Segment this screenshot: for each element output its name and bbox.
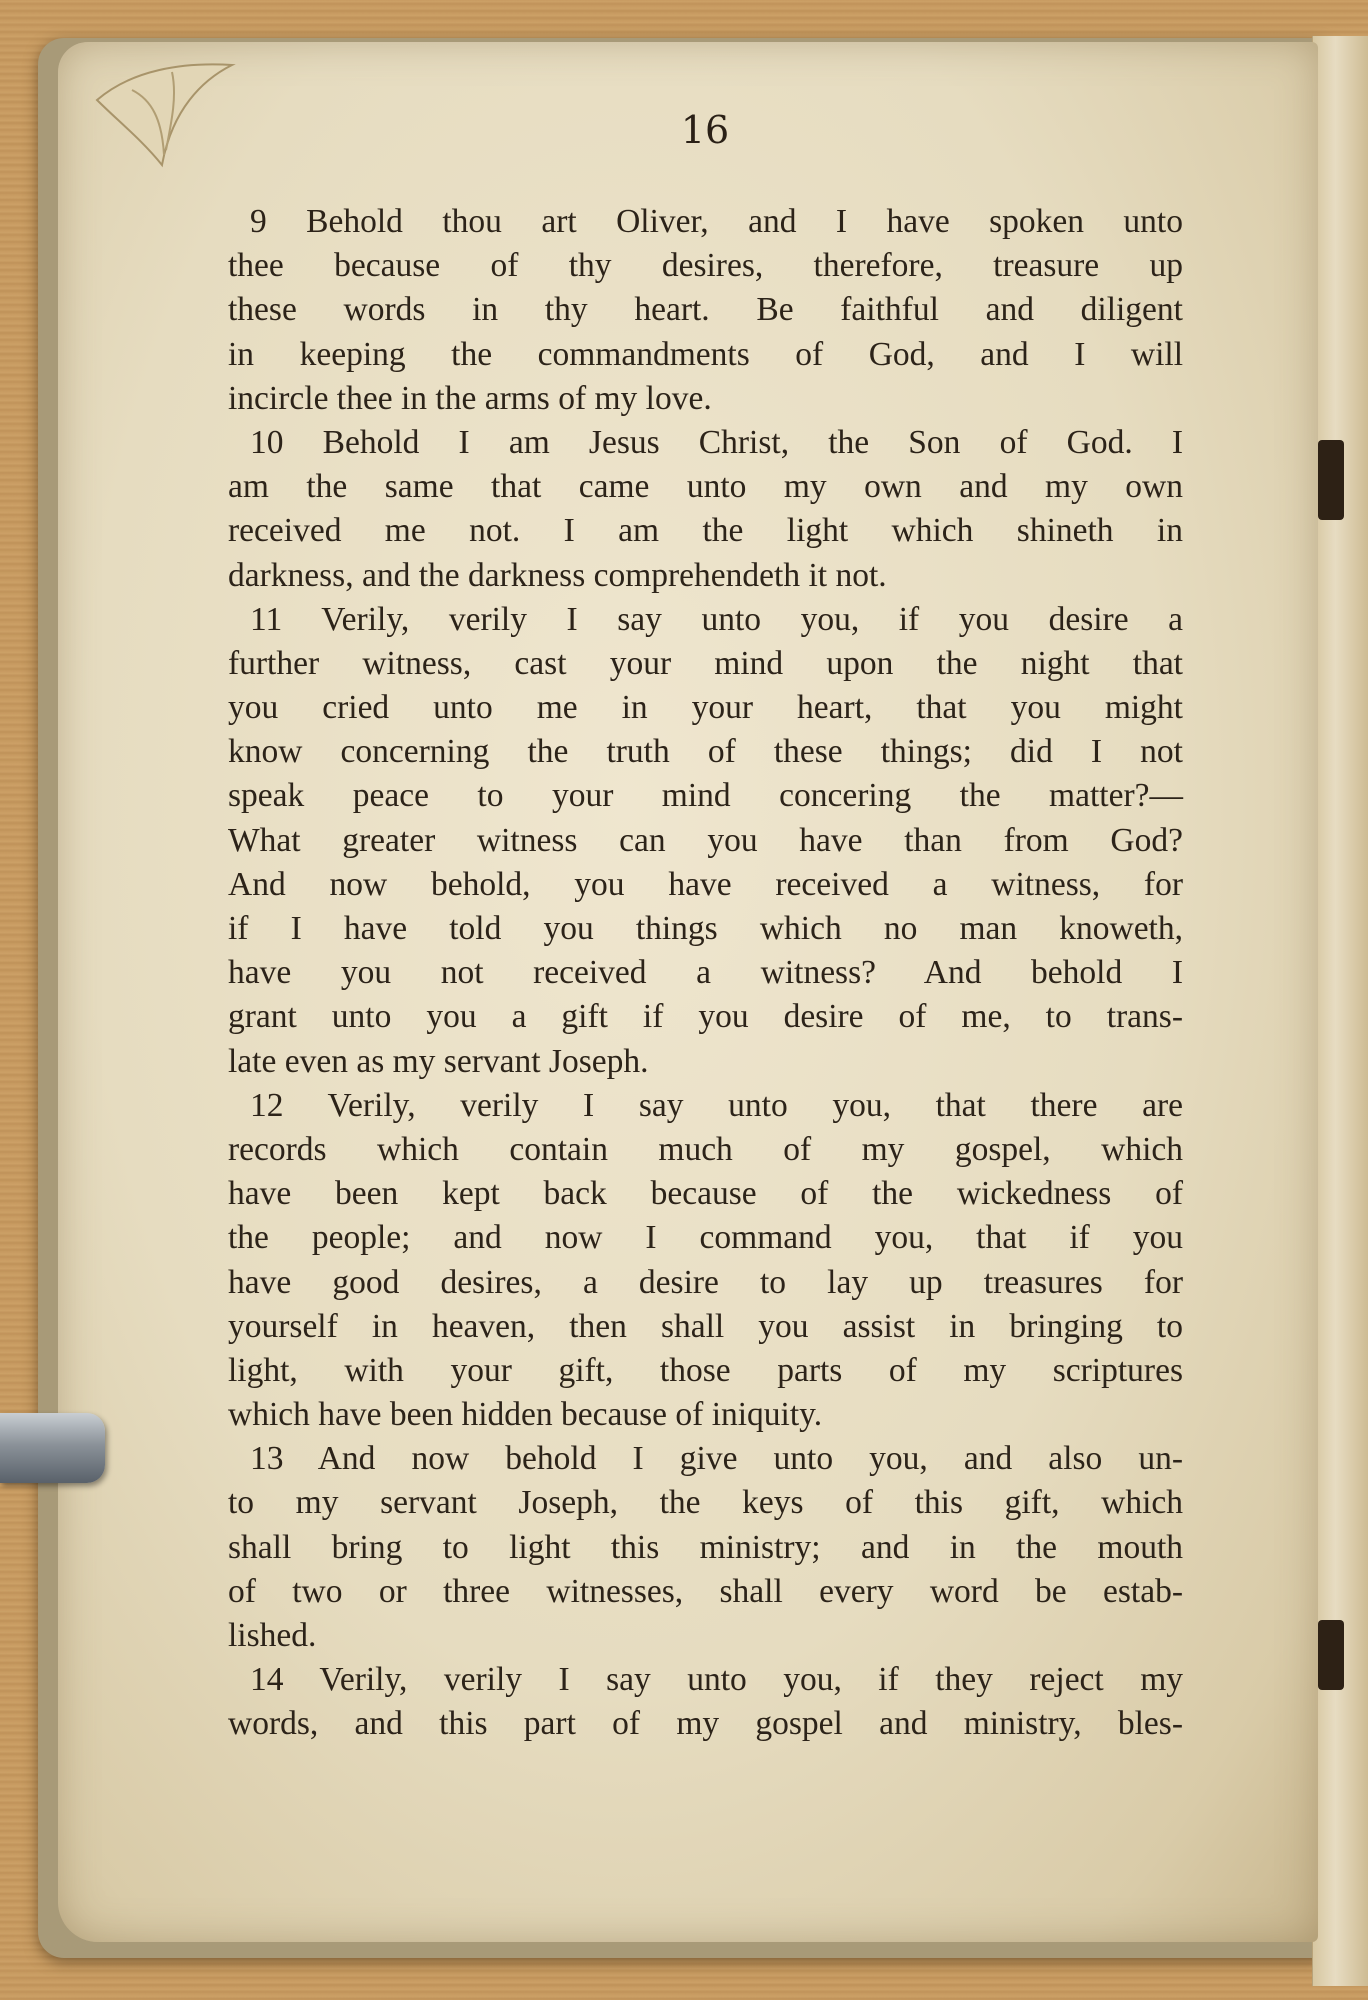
text-line: received me not. I am the light which shineth in <box>228 512 1183 550</box>
page-number: 16 <box>680 108 730 152</box>
text-line: What greater witness can you have than from God? <box>228 821 1183 859</box>
binding-hole <box>1318 440 1344 520</box>
text-line: speak peace to your mind concering the matter?— <box>228 777 1183 815</box>
text-line: 12 Verily, verily I say unto you, that there are <box>250 1086 1183 1124</box>
text-line: have you not received a witness? And behold I <box>228 954 1183 992</box>
text-line: you cried unto me in your heart, that you might <box>228 689 1183 727</box>
text-line: have good desires, a desire to lay up treasures for <box>228 1263 1183 1301</box>
text-line: yourself in heaven, then shall you assist in bringing to <box>228 1307 1183 1345</box>
text-line: thee because of thy desires, therefore, treasure up <box>228 247 1183 285</box>
text-line: in keeping the commandments of God, and I will <box>228 335 1183 373</box>
text-line: am the same that came unto my own and my own <box>228 468 1183 506</box>
text-line: lished. <box>228 1617 317 1654</box>
text-line: grant unto you a gift if you desire of me, to trans- <box>228 998 1183 1036</box>
text-line: records which contain much of my gospel, which <box>228 1130 1183 1168</box>
text-line: if I have told you things which no man knoweth, <box>228 910 1183 947</box>
text-line: darkness, and the darkness comprehendeth it not. <box>228 556 887 594</box>
text-line: 13 And now behold I give unto you, and also un- <box>250 1440 1183 1478</box>
text-line: further witness, cast your mind upon the night that <box>228 644 1183 682</box>
text-line: words, and this part of my gospel and ministry, bles- <box>228 1705 1183 1743</box>
page-text-body <box>228 200 1183 1747</box>
text-line: which have been hidden because of iniquity. <box>228 1396 823 1434</box>
text-line: shall bring to light this ministry; and in the mouth <box>228 1528 1183 1566</box>
text-line: the people; and now I command you, that if you <box>228 1219 1183 1257</box>
text-line: 9 Behold thou art Oliver, and I have spoken unto <box>250 203 1183 240</box>
text-line: incircle thee in the arms of my love. <box>228 379 712 417</box>
text-line: 10 Behold I am Jesus Christ, the Son of God. I <box>250 423 1183 461</box>
text-line: 11 Verily, verily I say unto you, if you desire a <box>250 600 1183 638</box>
text-line: have been kept back because of the wickedness of <box>228 1175 1183 1213</box>
text-line: 14 Verily, verily I say unto you, if they reject my <box>250 1661 1183 1699</box>
text-line: of two or three witnesses, shall every word be estab- <box>228 1572 1183 1610</box>
text-line: to my servant Joseph, the keys of this gift, which <box>228 1484 1183 1522</box>
text-line: And now behold, you have received a witness, for <box>228 865 1183 903</box>
metal-clip <box>0 1413 105 1483</box>
text-line: light, with your gift, those parts of my scriptures <box>228 1351 1183 1389</box>
adjacent-page-edge <box>1312 36 1368 1986</box>
text-line: late even as my servant Joseph. <box>228 1042 649 1080</box>
text-line: these words in thy heart. Be faithful and diligent <box>228 291 1183 329</box>
text-line: know concerning the truth of these things; did I not <box>228 733 1183 771</box>
binding-hole <box>1318 1620 1344 1690</box>
